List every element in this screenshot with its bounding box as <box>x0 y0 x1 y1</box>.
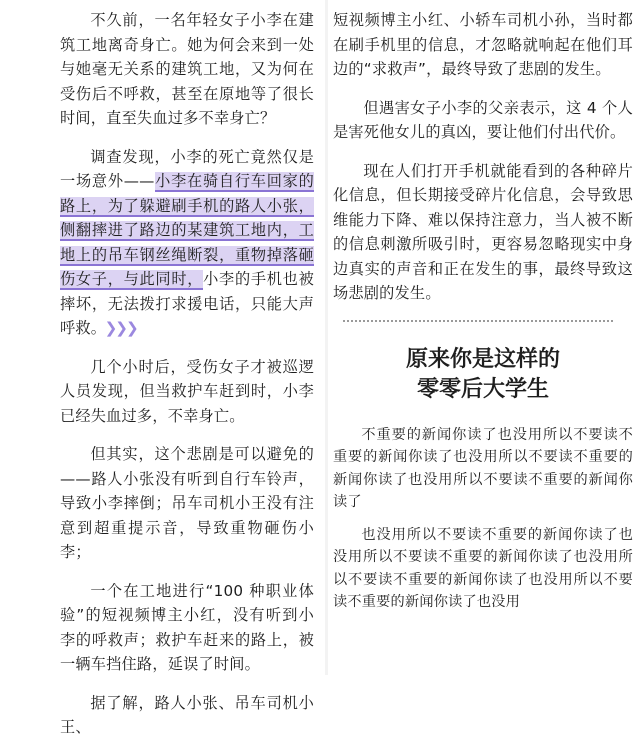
column-gutter <box>325 0 328 675</box>
paragraph: 几个小时后，受伤女子才被巡逻人员发现，但当救护车赶到时，小李已经失血过多，不幸身亡。 <box>60 357 314 425</box>
paragraph: 也没用所以不要读不重要的新闻你读了也没用所以不要读不重要的新闻你读了也没用所以不要读不重要的新闻你读了也没用所以不要读不重要的新闻你读了也没用 <box>333 526 633 610</box>
quote-block <box>333 424 633 614</box>
paragraph: 不重要的新闻你读了也没用所以不要读不重要的新闻你读了也没用所以不要读不重要的新闻你读了也没用所以不要读不重要的新闻你读了 <box>333 426 633 510</box>
paragraph: 但遇害女子小李的父亲表示，这 4 个人是害死他女儿的真凶，要让他们付出代价。 <box>333 98 633 141</box>
paragraph: 不久前，一名年轻女子小李在建筑工地离奇身亡。她为何会来到一处与她毫无关系的建筑工地，又为何在受伤后不呼救，甚至在原地等了很长时间，直至失血过多不幸身亡？ <box>60 11 314 127</box>
article-column-right <box>333 8 633 624</box>
arrows-icon: ❯❯❯ <box>104 319 137 337</box>
paragraph: 现在人们打开手机就能看到的各种碎片化信息，但长期接受碎片化信息，会导致思维能力下降、难以保持注意力，当人被不断的信息刺激所吸引时，更容易忽略现实中身边真实的声音和正在发生的事，最终导致这场悲剧的发生。 <box>333 161 633 302</box>
article-column-left <box>60 8 314 754</box>
paragraph-highlighted <box>60 145 314 341</box>
paragraph: 据了解，路人小张、吊车司机小王、 <box>60 693 314 736</box>
dotted-divider <box>343 320 613 322</box>
paragraph: 短视频博主小红、小轿车司机小孙，当时都在刷手机里的信息，才忽略就响起在他们耳边的“求救声”，最终导致了悲剧的发生。 <box>333 11 633 78</box>
paragraph: 但其实，这个悲剧是可以避免的——路人小张没有听到自行车铃声，导致小李摔倒；吊车司机小王没有注意到超重提示音，导致重物砸伤小李； <box>60 445 314 561</box>
highlighted-text: 小李在骑自行车回家的路上，为了躲避刷手机的路人小张，侧翻摔进了路边的某建筑工地内，工地上的吊车钢丝绳断裂，重物掉落砸伤女子，与此同时， <box>60 172 315 288</box>
headline-line: 原来你是这样的 <box>405 345 560 372</box>
text-suffix: 小李的手机也被摔坏，无法拨打求援电话，只能大声呼救。 <box>60 270 314 337</box>
headline-line: 零零后大学生 <box>416 375 549 402</box>
section-headline <box>333 344 633 404</box>
text-prefix: 调查发现，小李的死亡竟然仅是一场意外—— <box>60 147 314 190</box>
paragraph: 一个在工地进行“100 种职业体验”的短视频博主小红，没有听到小李的呼救声；救护车赶来的路上，被一辆车挡住路，延误了时间。 <box>60 581 314 673</box>
